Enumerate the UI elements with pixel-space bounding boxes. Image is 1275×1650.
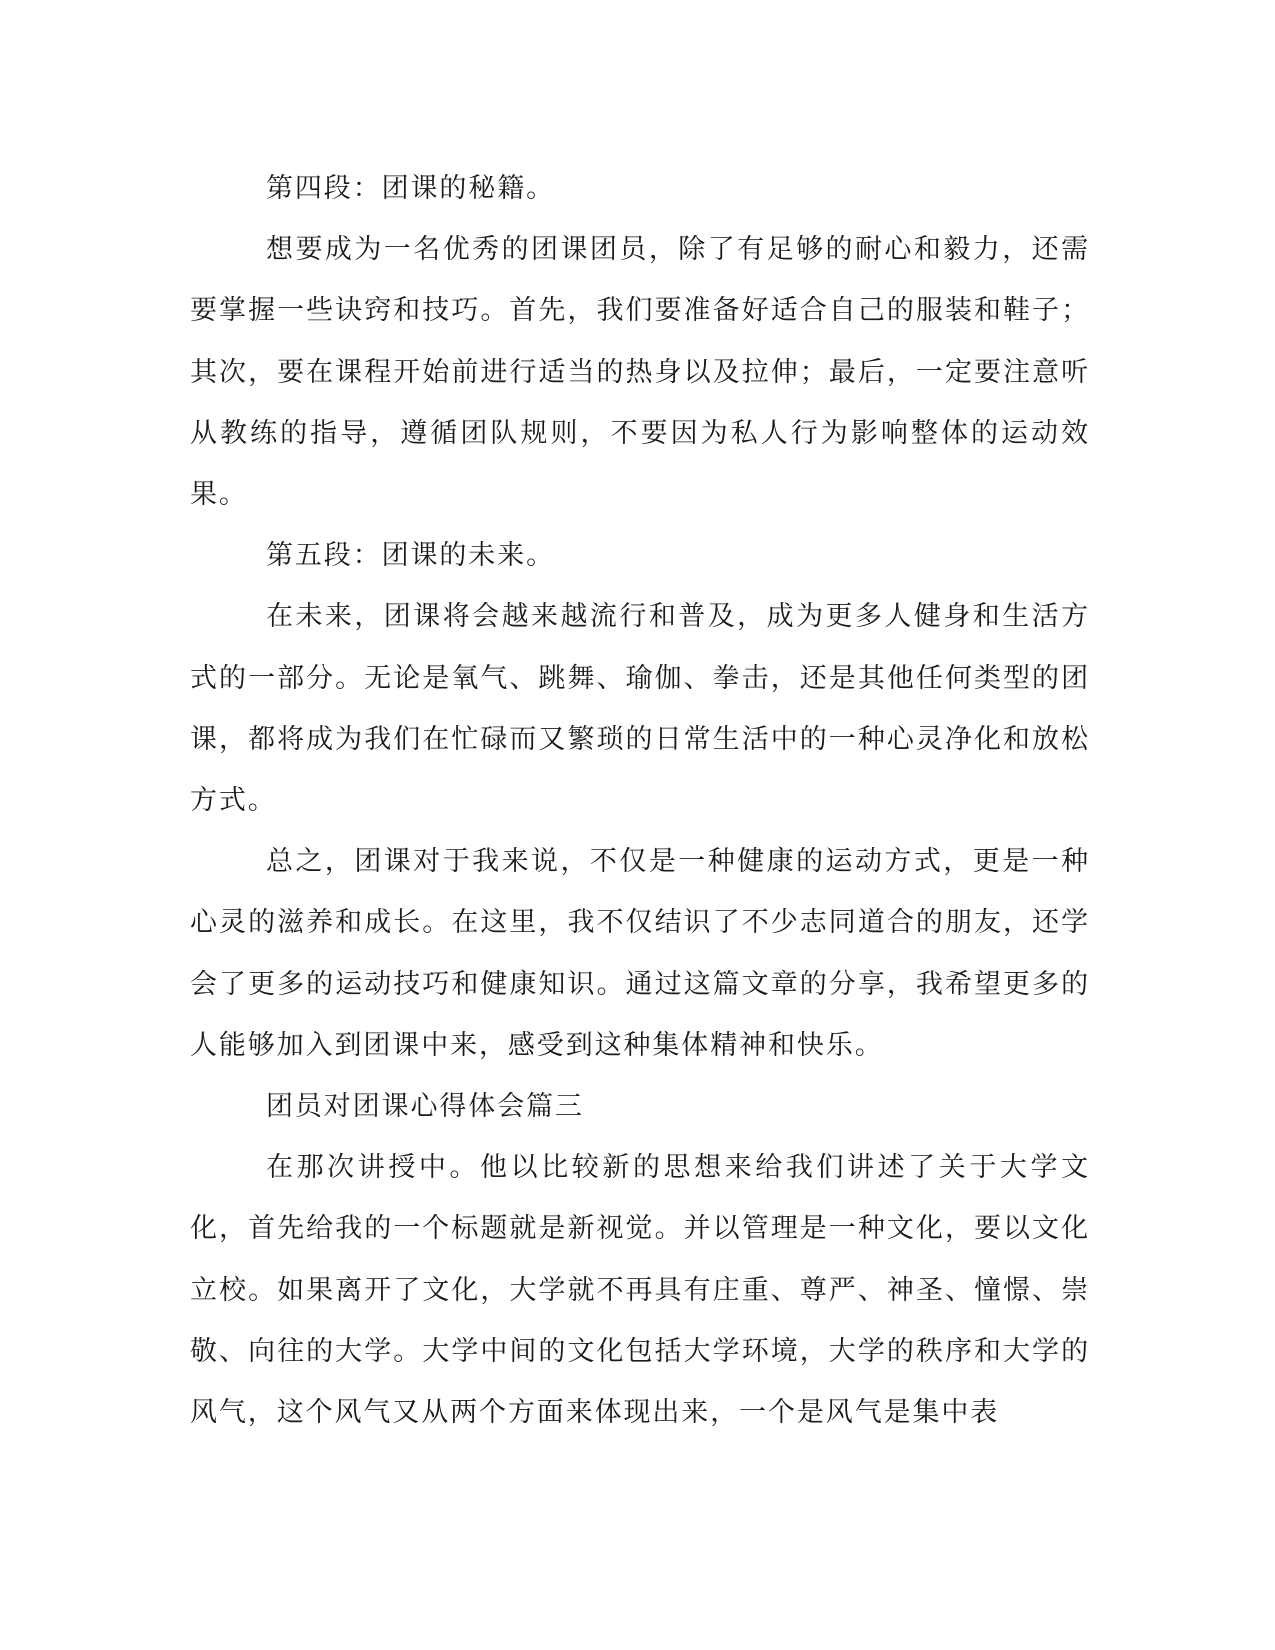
paragraph-tips: 想要成为一名优秀的团课团员，除了有足够的耐心和毅力，还需要掌握一些诀窍和技巧。首先，我们要准备好适合自己的服装和鞋子；其次，要在课程开始前进行适当的热身以及拉伸；最后，一定要注意听从教练的指导，遵循团队规则，不要因为私人行为影响整体的运动效果。 <box>190 234 1090 511</box>
document-body <box>190 158 1090 1443</box>
article-title-3: 团员对团课心得体会篇三 <box>266 1091 584 1123</box>
section-heading-4: 第四段：团课的秘籍。 <box>266 173 555 204</box>
paragraph-future: 在未来，团课将会越来越流行和普及，成为更多人健身和生活方式的一部分。无论是氧气、跳舞、瑜伽、拳击，还是其他任何类型的团课，都将成为我们在忙碌而又繁琐的日常生活中的一种心灵净化和放松方式。 <box>190 601 1090 817</box>
paragraph-summary: 总之，团课对于我来说，不仅是一种健康的运动方式，更是一种心灵的滋养和成长。在这里，我不仅结识了不少志同道合的朋友，还学会了更多的运动技巧和健康知识。通过这篇文章的分享，我希望更多的人能够加入到团课中来，感受到这种集体精神和快乐。 <box>190 846 1090 1061</box>
section-heading-5: 第五段：团课的未来。 <box>266 540 555 572</box>
paragraph-lecture: 在那次讲授中。他以比较新的思想来给我们讲述了关于大学文化，首先给我的一个标题就是新视觉。并以管理是一种文化，要以文化立校。如果离开了文化，大学就不再具有庄重、尊严、神圣、憧憬、崇敬、向往的大学。大学中间的文化包括大学环境，大学的秩序和大学的风气，这个风气又从两个方面来体现出来，一个是风气是集中表 <box>190 1152 1090 1429</box>
